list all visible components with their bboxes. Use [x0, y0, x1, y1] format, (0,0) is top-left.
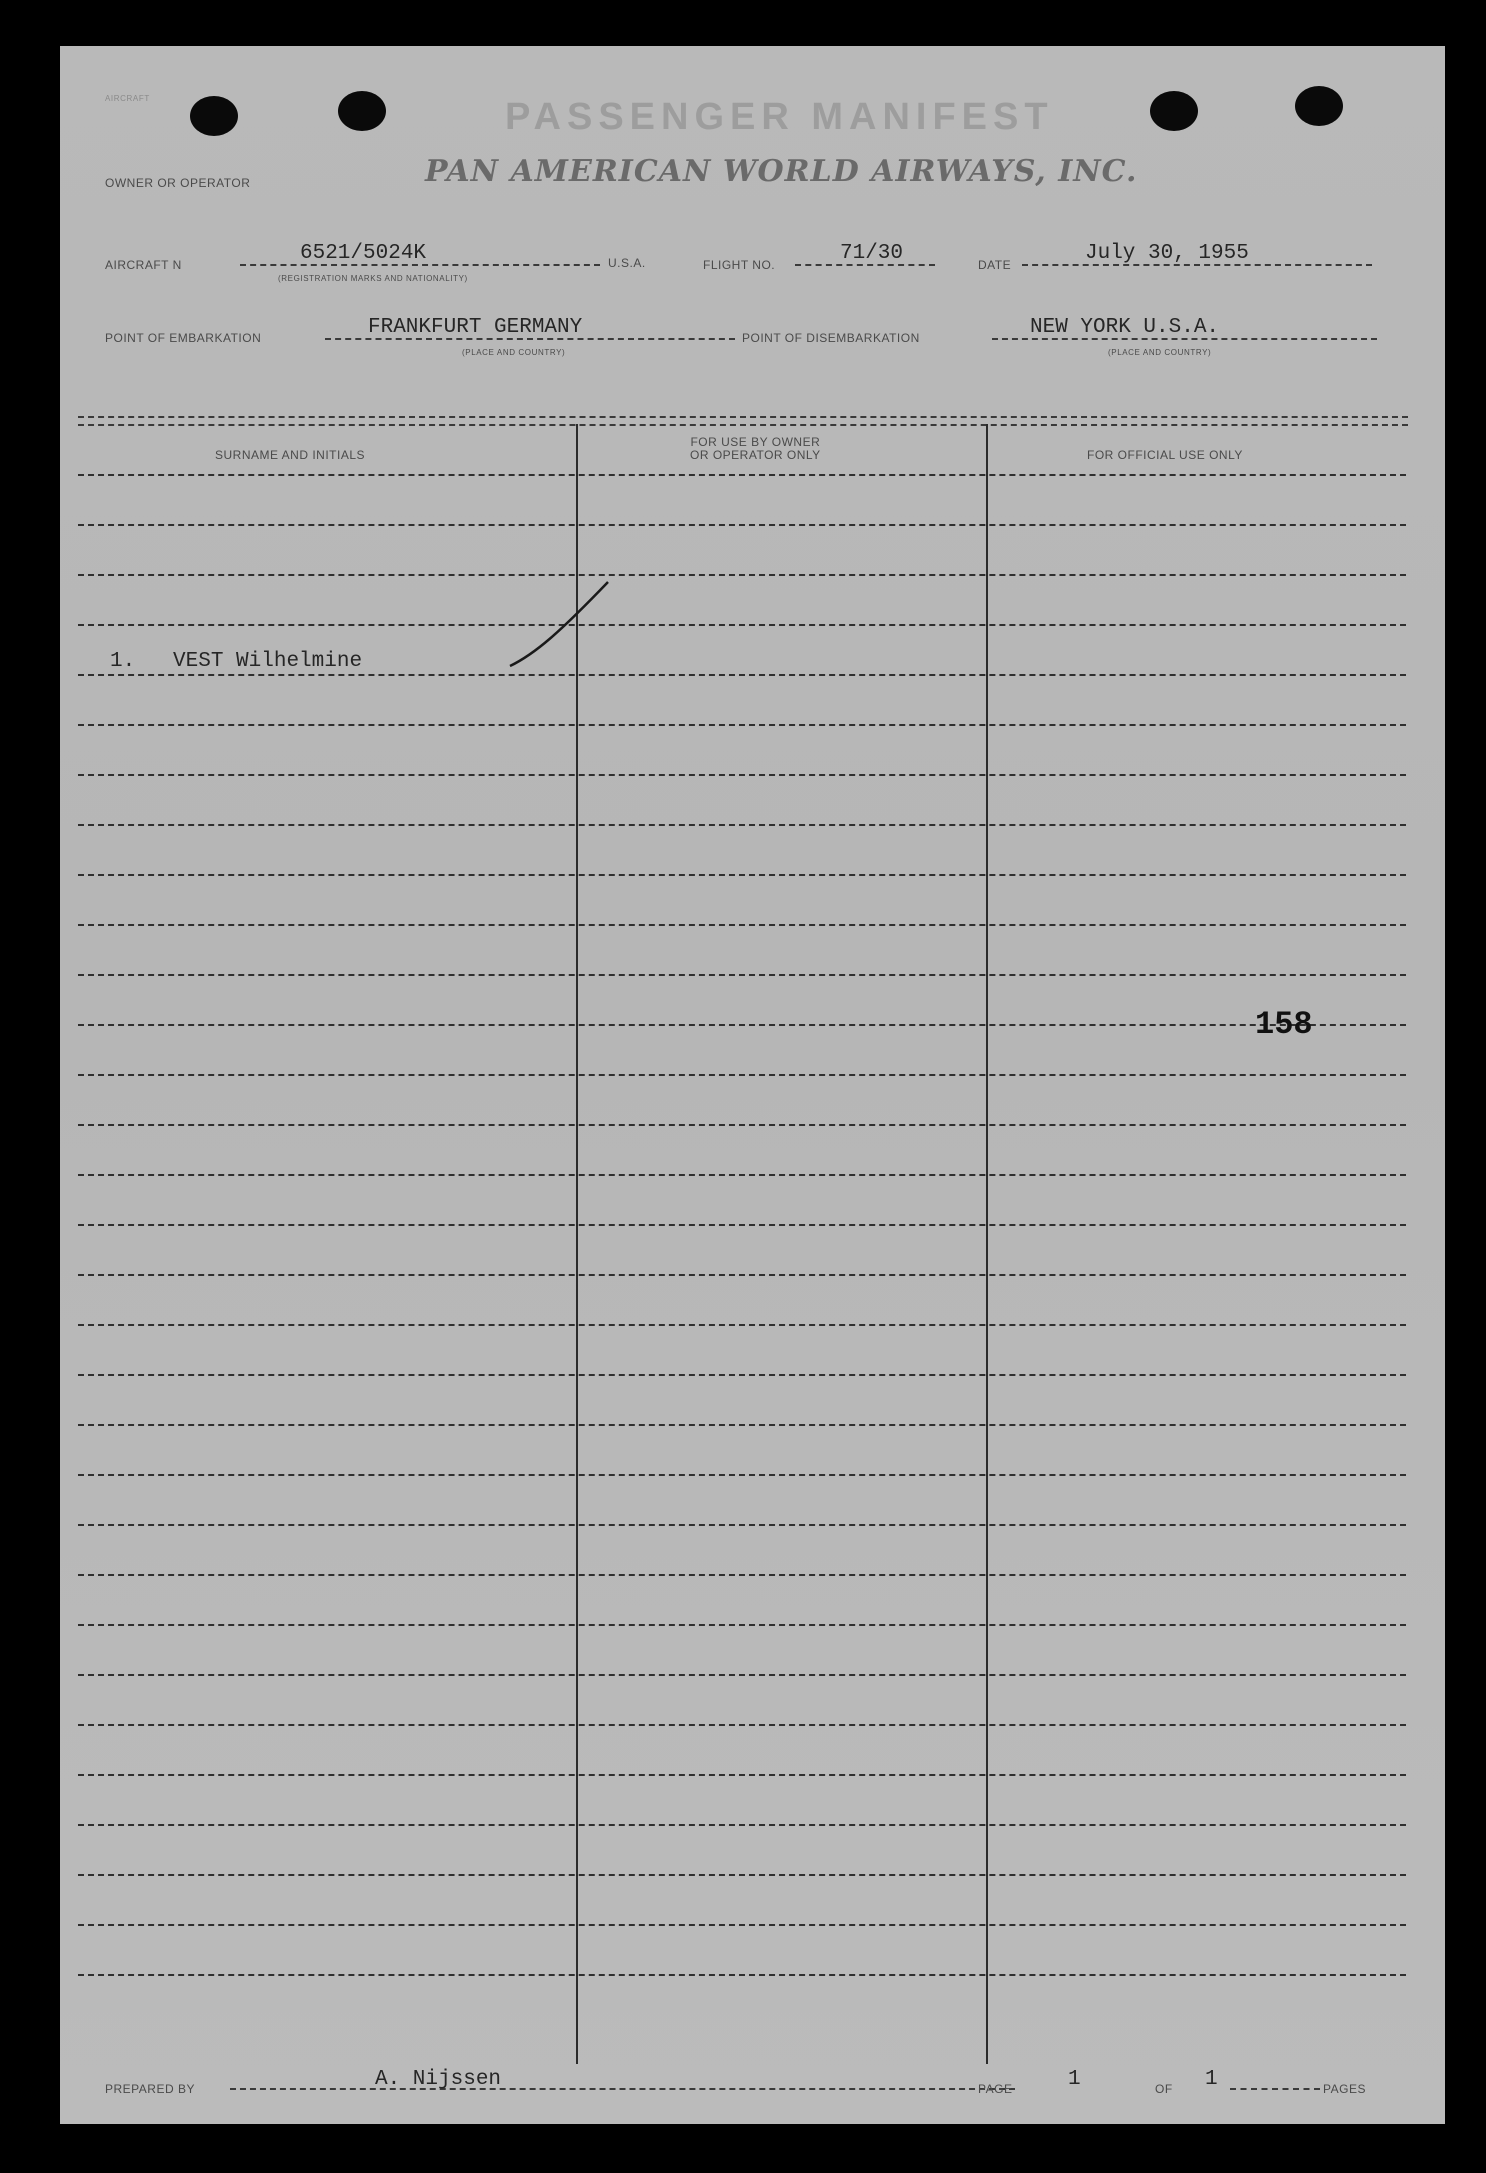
column-divider	[986, 424, 988, 2064]
flight-label: FLIGHT NO.	[703, 258, 776, 272]
embarkation-value: FRANKFURT GERMANY	[368, 316, 583, 339]
table-top-rule	[78, 416, 1408, 426]
table-row	[78, 874, 1406, 876]
table-row	[78, 1724, 1406, 1726]
pages-label: PAGES	[1323, 2082, 1366, 2096]
disembarkation-caption: (PLACE AND COUNTRY)	[1108, 348, 1212, 357]
embarkation-label: POINT OF EMBARKATION	[105, 331, 262, 345]
aircraft-caption: (REGISTRATION MARKS AND NATIONALITY)	[278, 274, 468, 283]
flight-value: 71/30	[840, 242, 904, 265]
table-row	[78, 1374, 1406, 1376]
passenger-name: VEST Wilhelmine	[173, 650, 363, 673]
page-total: 1	[1205, 2068, 1218, 2091]
aircraft-value: 6521/5024K	[300, 242, 427, 265]
form-code: AIRCRAFT	[105, 94, 150, 103]
table-row	[78, 974, 1406, 976]
manifest-sheet	[60, 46, 1445, 2124]
table-row	[78, 1274, 1406, 1276]
table-row	[78, 1624, 1406, 1626]
table-row	[78, 1924, 1406, 1926]
table-row	[78, 1124, 1406, 1126]
table-row	[78, 1424, 1406, 1426]
table-row	[78, 1024, 1406, 1026]
table-row	[78, 524, 1406, 526]
table-row	[78, 1774, 1406, 1776]
aircraft-label: AIRCRAFT N	[105, 258, 182, 272]
check-mark	[500, 574, 620, 674]
table-row	[78, 1524, 1406, 1526]
table-row	[78, 1674, 1406, 1676]
punch-hole	[1150, 91, 1198, 131]
table-row	[78, 1074, 1406, 1076]
page-label: PAGE	[978, 2082, 1013, 2096]
table-row	[78, 1324, 1406, 1326]
table-row	[78, 924, 1406, 926]
table-row	[78, 624, 1406, 626]
disembarkation-value: NEW YORK U.S.A.	[1030, 316, 1220, 339]
col-header-surname: SURNAME AND INITIALS	[215, 448, 366, 462]
table-row	[78, 574, 1406, 576]
date-value: July 30, 1955	[1085, 242, 1249, 265]
passenger-number: 1.	[110, 650, 136, 673]
punch-hole	[1295, 86, 1343, 126]
table-row	[78, 474, 1406, 476]
table-row	[78, 674, 1406, 676]
table-row	[78, 824, 1406, 826]
col-header-official: FOR OFFICIAL USE ONLY	[1087, 448, 1243, 462]
prepared-by-label: PREPARED BY	[105, 2082, 195, 2096]
table-row	[78, 1224, 1406, 1226]
operator-name: PAN AMERICAN WORLD AIRWAYS, INC.	[425, 154, 1138, 189]
page-stamp-number: 158	[1255, 1006, 1313, 1043]
table-row	[78, 774, 1406, 776]
passenger-entry	[110, 650, 362, 673]
page-number: 1	[1068, 2068, 1081, 2091]
table-row	[78, 1474, 1406, 1476]
table-row	[78, 1824, 1406, 1826]
col-header-owner: FOR USE BY OWNER OR OPERATOR ONLY	[690, 435, 821, 462]
country-label: U.S.A.	[608, 256, 646, 270]
of-label: OF	[1155, 2082, 1173, 2096]
document-title: PASSENGER MANIFEST	[505, 96, 1054, 138]
table-row	[78, 1574, 1406, 1576]
owner-label: OWNER OR OPERATOR	[105, 176, 251, 190]
table-row	[78, 1174, 1406, 1176]
prepared-by-value: A. Nijssen	[375, 2068, 502, 2091]
disembarkation-label: POINT OF DISEMBARKATION	[742, 331, 920, 345]
punch-hole	[190, 96, 238, 136]
date-label: DATE	[978, 258, 1012, 272]
table-row	[78, 1974, 1406, 1976]
embarkation-caption: (PLACE AND COUNTRY)	[462, 348, 566, 357]
punch-hole	[338, 91, 386, 131]
table-row	[78, 1874, 1406, 1876]
table-row	[78, 724, 1406, 726]
